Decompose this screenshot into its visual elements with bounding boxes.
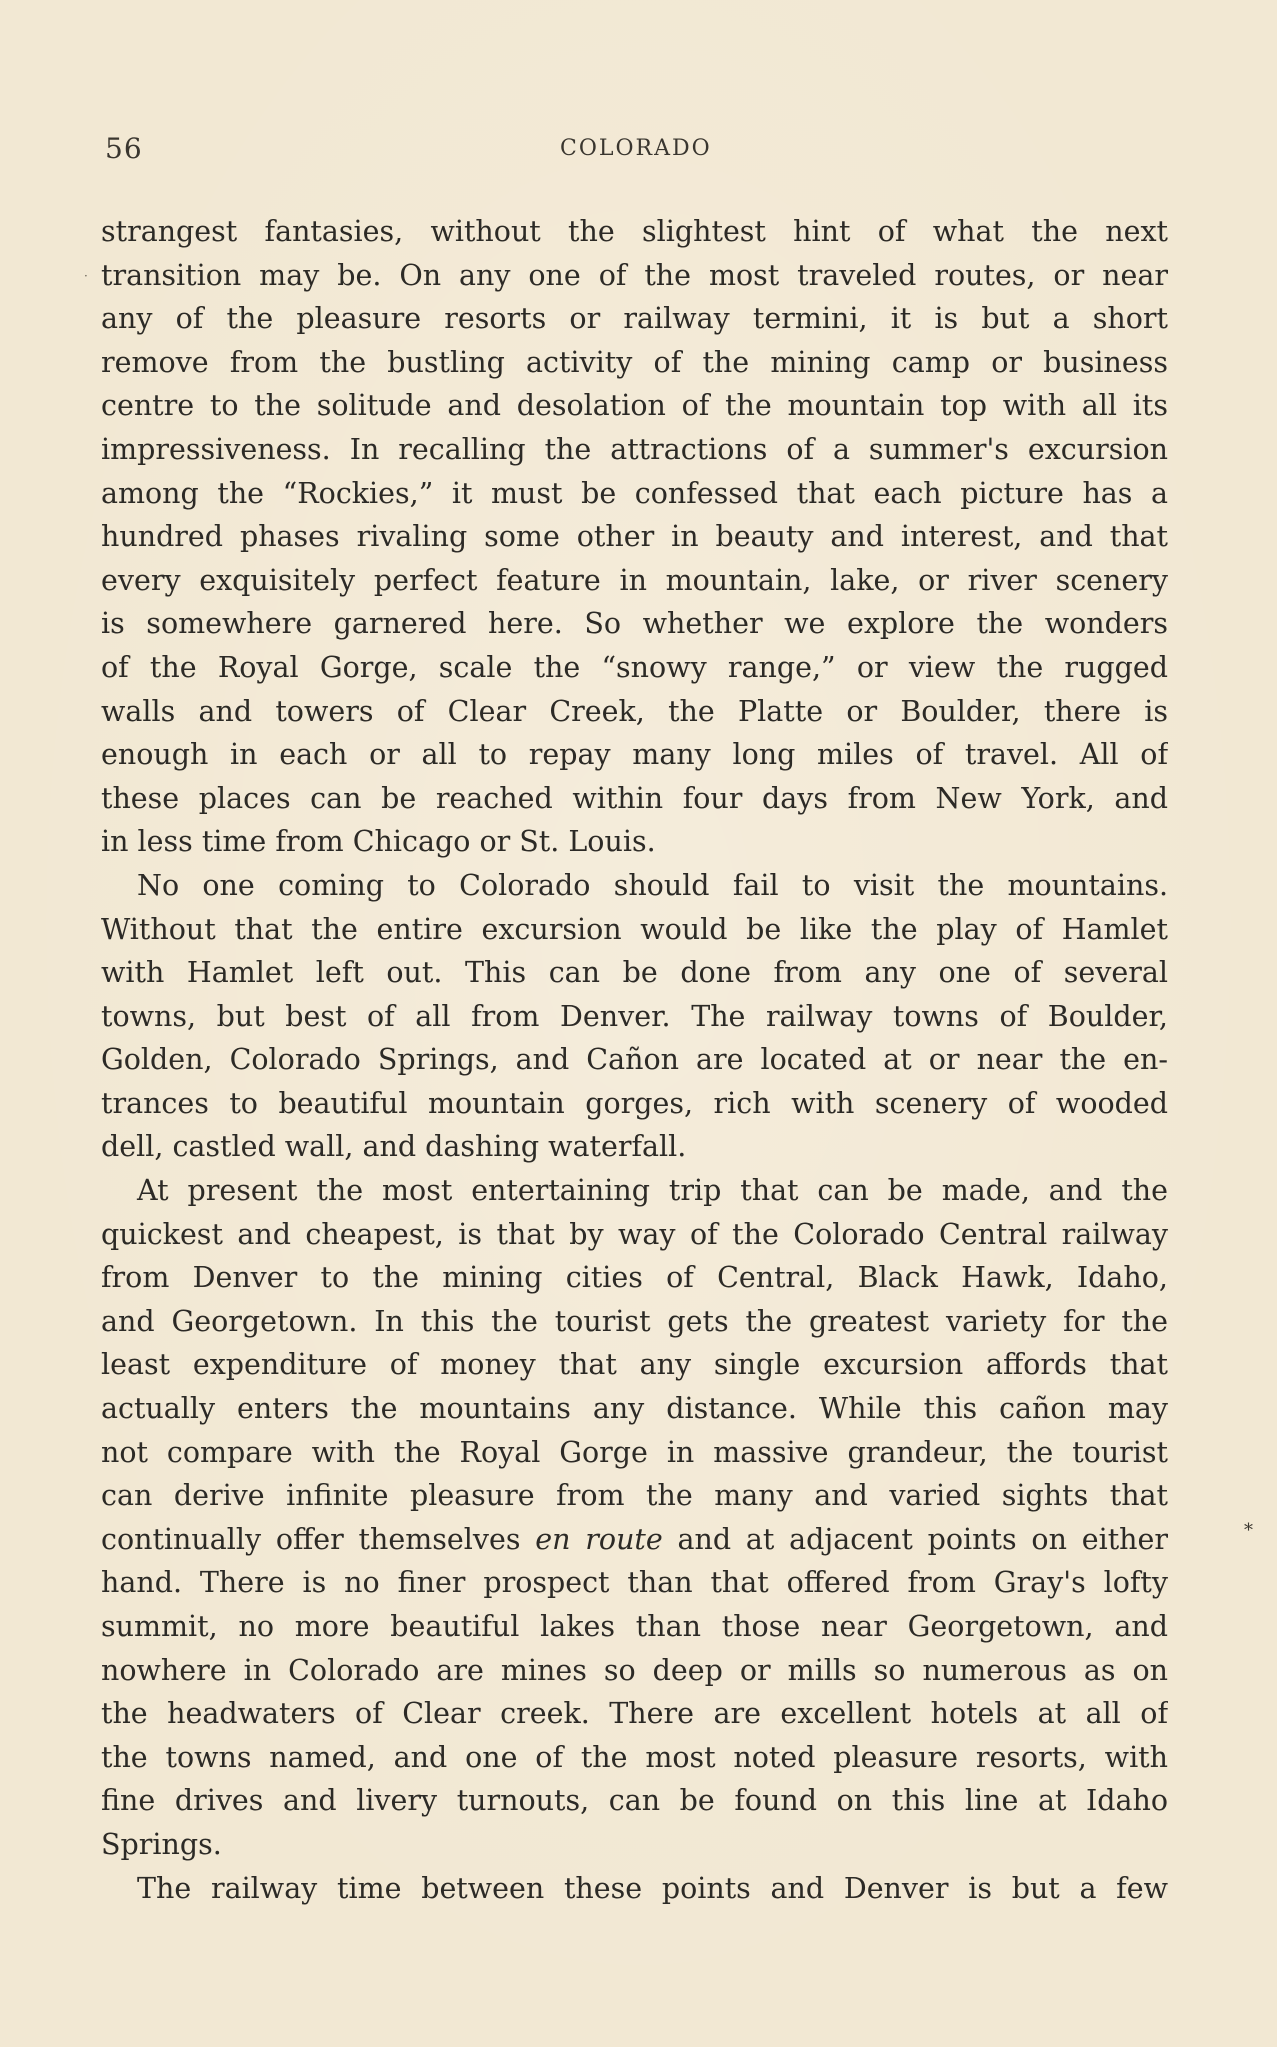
text-line: remove from the bustling activity of the mining camp or business (101, 345, 1168, 379)
text-line: these places can be reached within four days from New York, and (101, 781, 1168, 815)
text-line: the headwaters of Clear creek. There are excellent hotels at all of (101, 1697, 1168, 1731)
text-line: strangest fantasies, without the slightest hint of what the next (101, 215, 1168, 248)
text-line: every exquisitely perfect feature in mountain, lake, or river scenery (101, 563, 1168, 597)
text-line: any of the pleasure resorts or railway termini, it is but a short (101, 302, 1168, 336)
text-line: impressiveness. In recalling the attractions of a summer's excursion (101, 432, 1168, 466)
text-line: in less time from Chicago or St. Louis. (101, 825, 656, 859)
text-line: and Georgetown. In this the tourist gets the greatest variety for the (101, 1304, 1168, 1338)
text-line: hand. There is no finer prospect than that offered from Gray's lofty (101, 1566, 1168, 1600)
text-line: transition may be. On any one of the most traveled routes, or near (101, 258, 1168, 292)
text-line: among the “Rockies,” it must be confessed that each picture has a (101, 476, 1168, 510)
text-line: trances to beautiful mountain gorges, rich with scenery of wooded (101, 1086, 1168, 1120)
running-title: COLORADO (560, 136, 712, 161)
text-line: fine drives and livery turnouts, can be found on this line at Idaho (101, 1784, 1168, 1818)
text-line: is somewhere garnered here. So whether we explore the wonders (101, 607, 1168, 641)
text-line: quickest and cheapest, is that by way of the Colorado Central railway (101, 1217, 1168, 1251)
text-line: centre to the solitude and desolation of the mountain top with all its (101, 389, 1168, 423)
text-line: nowhere in Colorado are mines so deep or mills so numerous as on (101, 1653, 1168, 1687)
text-segment: and at adjacent points on either (662, 1522, 1168, 1556)
text-line: walls and towers of Clear Creek, the Platte or Boulder, there is (101, 694, 1168, 728)
text-line: from Denver to the mining cities of Central, Black Hawk, Idaho, (101, 1261, 1168, 1295)
margin-asterisk: * (1244, 1520, 1253, 1541)
text-line: summit, no more beautiful lakes than those near Georgetown, and (101, 1610, 1168, 1643)
text-line: least expenditure of money that any single excursion affords that (101, 1348, 1168, 1382)
text-line: At present the most entertaining trip that can be made, and the (137, 1174, 1168, 1208)
text-line: towns, but best of all from Denver. The railway towns of Boulder, (101, 999, 1168, 1033)
page-number: 56 (105, 132, 143, 165)
text-line: Golden, Colorado Springs, and Cañon are located at or near the en- (101, 1043, 1168, 1077)
text-line: Without that the entire excursion would be like the play of Hamlet (101, 912, 1168, 946)
italic-phrase: en route (535, 1522, 663, 1556)
text-line: of the Royal Gorge, scale the “snowy range,” or view the rugged (101, 650, 1168, 684)
text-line: The railway time between these points and Denver is but a few (137, 1871, 1168, 1905)
margin-dot: · (84, 269, 88, 283)
text-line: Springs. (101, 1827, 222, 1861)
text-line: hundred phases rivaling some other in beauty and interest, and that (101, 520, 1168, 554)
text-line (101, 1518, 1168, 1562)
text-line: dell, castled wall, and dashing waterfall. (101, 1130, 687, 1164)
body-text (101, 210, 1168, 1910)
text-line: No one coming to Colorado should fail to visit the mountains. (137, 868, 1168, 902)
text-line: not compare with the Royal Gorge in massive grandeur, the tourist (101, 1435, 1168, 1469)
text-line: the towns named, and one of the most noted pleasure resorts, with (101, 1740, 1168, 1774)
text-line: actually enters the mountains any distance. While this cañon may (101, 1392, 1168, 1426)
text-line: enough in each or all to repay many long miles of travel. All of (101, 738, 1168, 772)
text-segment: continually offer themselves (101, 1522, 536, 1556)
text-line: can derive infinite pleasure from the many and varied sights that (101, 1479, 1168, 1513)
text-line: with Hamlet left out. This can be done from any one of several (101, 956, 1168, 990)
